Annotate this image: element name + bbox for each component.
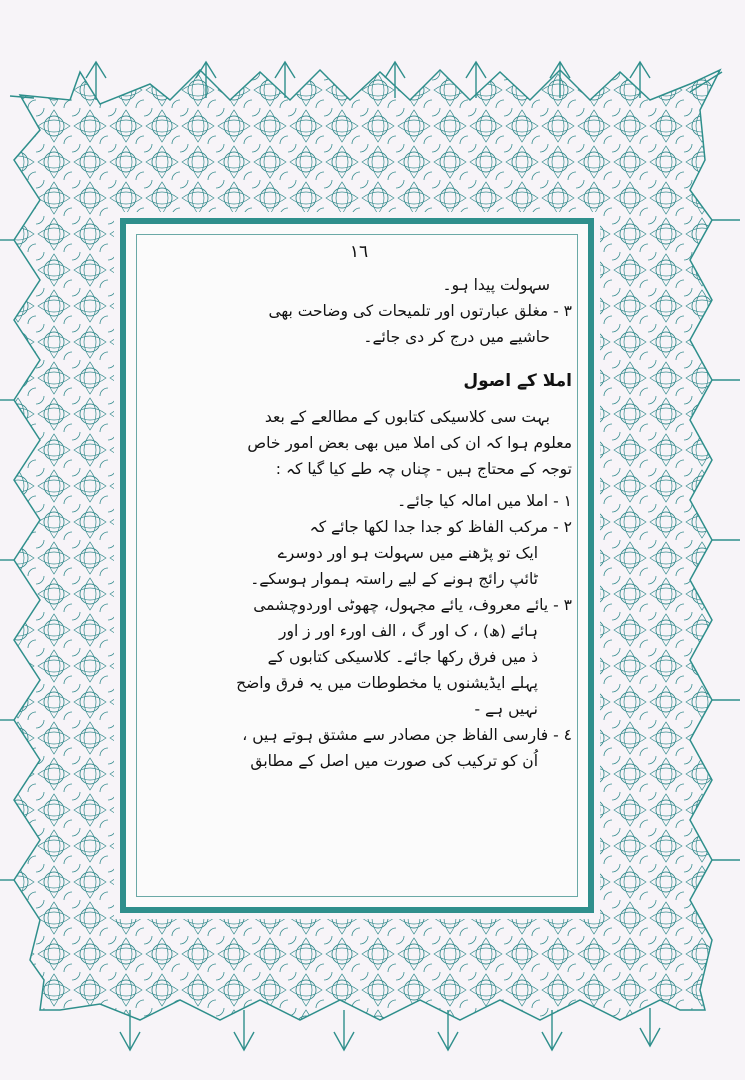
text-line: بہت سی کلاسیکی کتابوں کے مطالعے کے بعد <box>264 408 550 426</box>
text-line: سہولت پیدا ہو۔ <box>442 276 550 294</box>
rule-1-line: ١ - املا میں امالہ کیا جائے۔ <box>397 492 572 510</box>
text-panel <box>120 218 594 913</box>
rule-2-line: ٢ - مرکب الفاظ کو جدا جدا لکھا جائے کہ <box>309 518 572 536</box>
text-line: حاشیے میں درج کر دی جائے۔ <box>363 328 550 346</box>
rule-3-line: ٣ - یائے معروف، یائے مجہول، چھوٹی اوردوچشمی <box>253 596 572 614</box>
rule-3-line: ہائے (ھ) ، ک اور گ ، الف اورء اور ز اور <box>278 622 538 640</box>
rule-3-line: نہیں ہے - <box>474 700 538 718</box>
text-line: معلوم ہوا کہ ان کی املا میں بھی بعض امور خاص <box>247 434 572 452</box>
rule-2-line: ٹائپ رائج ہونے کے لیے راستہ ہموار ہوسکے۔ <box>250 570 538 588</box>
rule-4-line: اُن کو ترکیب کی صورت میں اصل کے مطابق <box>250 752 538 770</box>
text-line: ٣ - مغلق عبارتوں اور تلمیحات کی وضاحت بھی <box>268 302 572 320</box>
text-line: توجہ کے محتاج ہیں - چناں چہ طے کیا گیا کہ : <box>275 460 572 478</box>
rule-2-line: ایک تو پڑھنے میں سہولت ہو اور دوسرے <box>277 544 538 562</box>
urdu-text <box>146 242 572 893</box>
rule-4-line: ٤ - فارسی الفاظ جن مصادر سے مشتق ہوتے ہیں ، <box>242 726 572 744</box>
rule-3-line: ذ میں فرق رکھا جائے۔ کلاسیکی کتابوں کے <box>267 648 538 666</box>
rule-3-line: پہلے ایڈیشنوں یا مخطوطات میں یہ فرق واضح <box>236 674 538 692</box>
page-number: ١٦ <box>349 242 369 262</box>
section-heading: املا کے اصول <box>463 371 572 391</box>
